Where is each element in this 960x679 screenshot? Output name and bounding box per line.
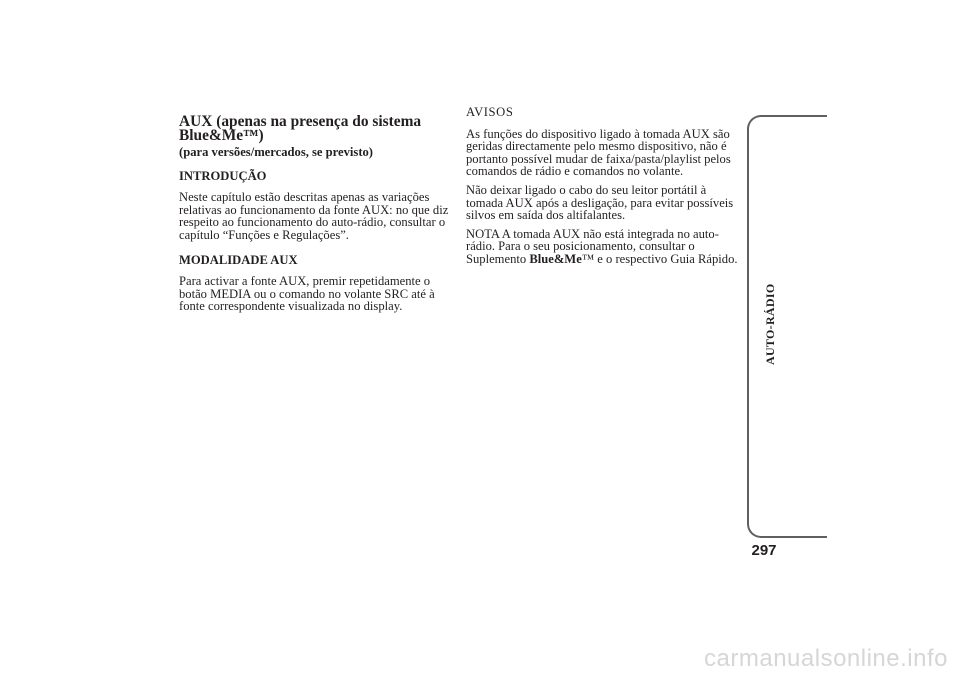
section-subtitle: (para versões/mercados, se previsto) <box>179 145 373 159</box>
section-title: AUX (apenas na presença do sistema Blue&Me™) <box>179 113 422 144</box>
warnings-heading: AVISOS <box>466 105 514 119</box>
chapter-tab-label: AUTO-RÁDIO <box>763 283 777 365</box>
mode-heading: MODALIDADE AUX <box>179 252 298 267</box>
page-number: 297 <box>751 542 777 559</box>
warning-paragraph-1: As funções do dispositivo ligado à tomada AUX são geridas directamente pelo mesmo dispositivo, não é portanto possível mudar de faixa/pasta/playlist pelos comandos de rádio e comandos no volante. <box>466 126 731 179</box>
note-bold-brand: Blue&Me <box>529 251 582 266</box>
note-paragraph <box>466 228 738 266</box>
note-text: NOTA A tomada AUX não está integrada no auto-rádio. Para o seu posicionamento, consultar o Suplemento <box>466 226 719 266</box>
intro-paragraph: Neste capítulo estão descritas apenas as variações relativas ao funcionamento da fonte AUX: no que diz respeito ao funcionamento do auto-rádio, consultar o capítulo “Funções e Regulações”. <box>179 190 449 242</box>
intro-heading: INTRODUÇÃO <box>179 168 267 183</box>
note-text-end: ™ e o respectivo Guia Rápido. <box>581 251 738 266</box>
warning-paragraph-2: Não deixar ligado o cabo do seu leitor portátil à tomada AUX após a desligação, para evitar possíveis silvos em saída dos altifalantes. <box>466 182 734 223</box>
right-column <box>466 106 738 272</box>
left-column <box>179 106 451 319</box>
mode-paragraph: Para activar a fonte AUX, premir repetidamente o botão MEDIA ou o comando no volante SRC até à fonte correspondente visualizada no display. <box>179 274 435 314</box>
watermark: carmanualsonline.info <box>704 645 948 672</box>
chapter-tab <box>747 115 827 538</box>
